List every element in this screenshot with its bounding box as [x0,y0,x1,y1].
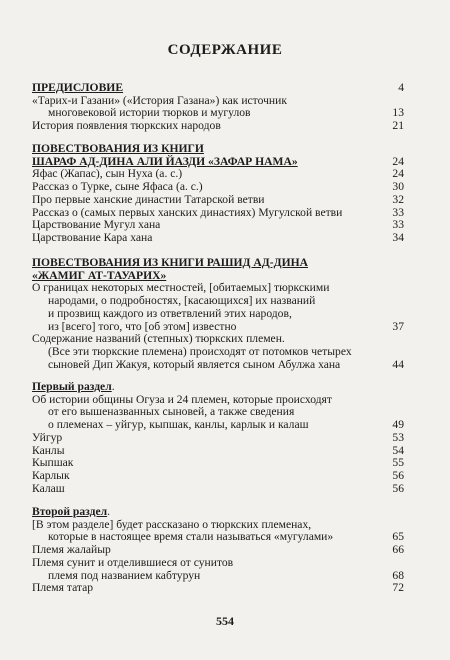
toc-entry-text: (Все эти тюркские племена) происходят от потомков четырех [48,344,352,358]
toc-entry-text: Содержание названий (степных) тюркских племен. [32,332,285,346]
subsection-heading [32,506,404,519]
toc-entry-text: Карлык [32,468,70,482]
toc-entry-text: Рассказ о (самых первых ханских династиях) Мугулской ветви [32,205,343,219]
toc-entry-line [32,232,404,245]
page-ref: 34 [392,230,404,244]
toc-entry-line [32,194,404,207]
toc-entry-text: Про первые ханские династии Татарской ветви [32,192,265,206]
section-heading-text: ШАРАФ АД-ДИНА АЛИ ЙАЗДИ «ЗАФАР НАМА» [32,154,298,168]
page-ref: 33 [392,205,404,219]
toc-entry-text: из [всего] того, что [об этом] известно [48,319,237,333]
toc-entry-text: Калаш [32,481,65,495]
section-heading [32,143,404,156]
toc-entry-text: История появления тюркских народов [32,119,221,133]
toc-entry-line [32,359,404,372]
toc-entry-line [32,483,404,496]
page-ref: 53 [392,430,404,444]
subsection-heading [32,381,404,394]
toc-entry-line [32,308,404,321]
toc-entry-line [32,582,404,595]
toc-entry-line [32,544,404,557]
toc-section [32,257,404,371]
toc-entry-line [32,445,404,458]
page-ref: 56 [392,481,404,495]
toc-entry-text: «Тарих-и Газани» («История Газана») как источник [32,93,287,107]
page-ref: 13 [392,106,404,120]
toc-entry-text: Рассказ о Турке, сыне Яфаса (а. с.) [32,180,203,194]
section-heading-text: ПРЕДИСЛОВИЕ [32,81,124,94]
page-ref: 24 [392,154,404,168]
toc-entry-text: Племя сунит и отделившиеся от сунитов [32,555,234,569]
toc-entry-text: Племя татар [32,581,94,595]
toc-entry-text: народами, о подробностях, [касающихся] их названий [48,294,316,308]
subsection-heading-label: Второй раздел [32,505,108,518]
toc-entry-text: от его вышеназванных сыновей, а также сведения [48,405,295,419]
toc-entry-text: Царствование Кара хана [32,230,153,244]
page-ref: 24 [392,167,404,181]
section-heading-text: ПОВЕСТВОВАНИЯ ИЗ КНИГИ [32,142,204,155]
page-ref: 4 [398,81,404,94]
section-heading-text: ПОВЕСТВОВАНИЯ ИЗ КНИГИ РАШИД АД-ДИНА [32,256,309,269]
toc-entry-text: Уйгур [32,430,63,444]
toc-entry-text: сыновей Дип Жакуя, который является сыном Абулжа хана [48,357,341,371]
section-heading [32,82,404,95]
section-heading [32,257,404,270]
toc-section [32,82,404,133]
page-ref: 55 [392,456,404,470]
page-ref: 44 [392,357,404,371]
toc-entry-text: племя под названием кабтурун [48,568,201,582]
section-heading-text: «ЖАМИГ АТ-ТАУАРИХ» [32,268,167,282]
toc-entry-text: Яфас (Жапас), сын Нуха (а. с.) [32,167,183,181]
toc-entry-text: Племя жалайыр [32,543,111,557]
page-ref: 65 [392,530,404,544]
subsection-heading-label: Первый раздел [32,380,112,393]
page-ref: 32 [392,192,404,206]
toc-entry-line [32,419,404,432]
toc-entry-text: Кыпшак [32,456,74,470]
toc-entry-line [32,181,404,194]
toc-entry-text: О границах некоторых местностей, [обитаемых] тюркскими [32,281,330,295]
subsection-heading-text: Первый раздел. [32,380,115,393]
toc-entry-text: и прозвищ каждого из ответвлений этих народов, [48,306,292,320]
page-ref: 21 [392,119,404,133]
toc-entry-text: которые в настоящее время стали называться «мугулами» [48,530,334,544]
toc-entry-text: Об истории общины Огуза и 24 племен, которые происходят [32,392,332,406]
page-ref: 37 [392,319,404,333]
toc-entry-line [32,557,404,570]
toc-entry-text: Царствование Мугул хана [32,218,161,232]
toc-entry-line [32,432,404,445]
toc-section [32,506,404,595]
toc-entry-text: о племенах – уйгур, кыпшак, канлы, карлык и калаш [48,418,309,432]
page-ref: 30 [392,180,404,194]
page-ref: 72 [392,581,404,595]
toc-entry-text: Канлы [32,443,65,457]
page-ref: 49 [392,418,404,432]
toc-entry-text: многовековой истории тюрков и мугулов [48,106,251,120]
page-ref: 66 [392,543,404,557]
page-ref: 33 [392,218,404,232]
page-ref: 54 [392,443,404,457]
subsection-heading-text: Второй раздел. [32,505,111,518]
toc-entry-text: [В этом разделе] будет рассказано о тюркских племенах, [32,517,312,531]
toc-section [32,381,404,495]
page-ref: 68 [392,568,404,582]
page-number: 554 [216,614,234,628]
page-title: СОДЕРЖАНИЕ [167,42,283,58]
toc-entry-line [32,295,404,308]
toc-section [32,143,404,245]
toc-entry-line [32,457,404,470]
toc-entry-line [32,346,404,359]
page-ref: 56 [392,468,404,482]
toc-entry-line [32,470,404,483]
toc-entry-line [32,120,404,133]
